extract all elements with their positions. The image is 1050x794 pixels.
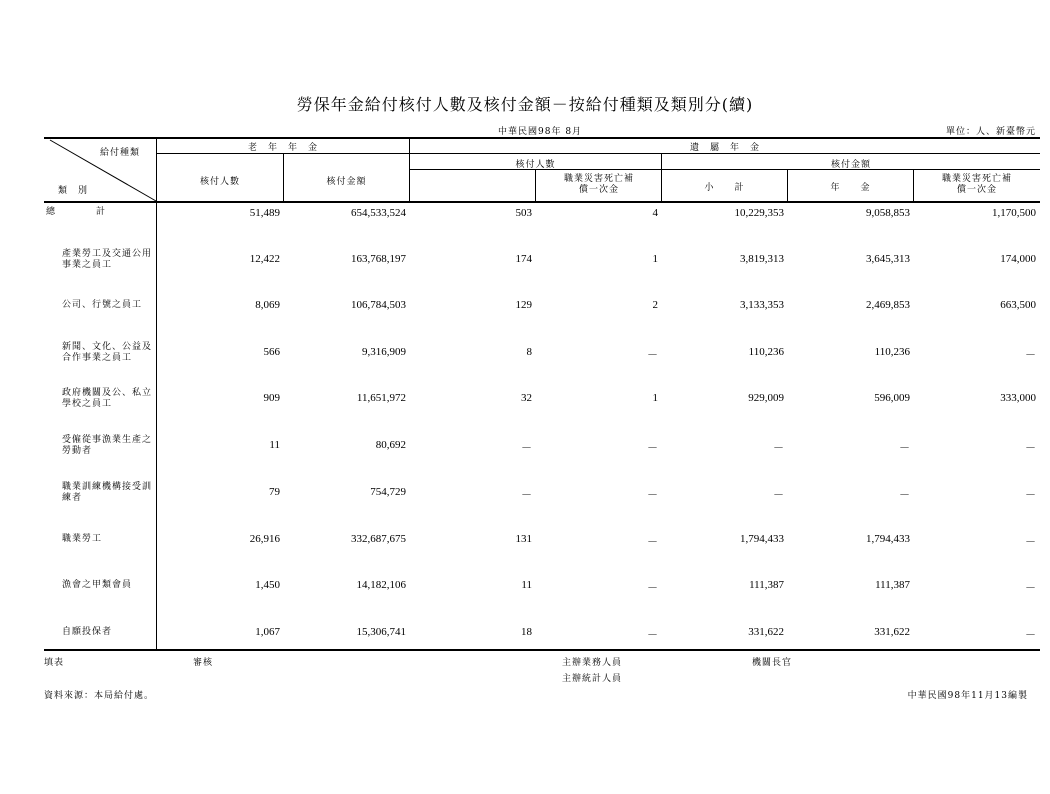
corner-header-top: 給付種類 <box>100 148 141 158</box>
table-cell: － <box>1025 629 1036 641</box>
old-age-count-header: 核付人數 <box>199 177 240 187</box>
report-title: 勞保年金給付核付人數及核付金額－按給付種類及類別分(續) <box>296 95 754 114</box>
row-label: 公司、行號之員工 <box>62 300 143 310</box>
survivor-occ-death-count-header: 職業災害死亡補償一次金 <box>563 174 634 195</box>
table-cell: 3,645,313 <box>866 253 910 265</box>
row-label: 職業訓練機構接受訓練者 <box>62 482 153 503</box>
header-subline-1 <box>157 153 1040 154</box>
table-cell: 654,533,524 <box>351 207 406 219</box>
statistics-staff-label: 主辦統計人員 <box>562 674 623 684</box>
table-cell: 2 <box>652 299 658 311</box>
table-cell: 1,450 <box>255 579 280 591</box>
table-cell: 333,000 <box>1000 392 1036 404</box>
table-cell: 503 <box>515 207 532 219</box>
table-cell: 4 <box>652 207 658 219</box>
row-label: 政府機關及公、私立學校之員工 <box>62 388 153 409</box>
table-cell: 1,067 <box>255 626 280 638</box>
table-cell: － <box>1025 489 1036 501</box>
table-cell: 1 <box>652 253 658 265</box>
table-cell: 8,069 <box>255 299 280 311</box>
table-cell: 110,236 <box>748 346 784 358</box>
table-cell: － <box>647 629 658 641</box>
table-cell: 14,182,106 <box>356 579 406 591</box>
table-cell: 106,784,503 <box>351 299 406 311</box>
survivor-annuity-header: 遺 屬 年 金 <box>689 143 760 153</box>
table-cell: － <box>773 442 784 454</box>
table-cell: 11,651,972 <box>356 392 406 404</box>
survivor-occ-lump-header: 職業災害死亡補償一次金 <box>941 174 1012 195</box>
table-cell: 131 <box>515 533 532 545</box>
table-cell: － <box>899 489 910 501</box>
table-cell: 596,009 <box>874 392 910 404</box>
header-bottom-border <box>44 201 1040 203</box>
table-cell: 3,819,313 <box>740 253 784 265</box>
header-divider-2 <box>409 138 410 202</box>
table-cell: 174 <box>515 253 532 265</box>
table-cell: 3,133,353 <box>740 299 784 311</box>
table-cell: 331,622 <box>874 626 910 638</box>
table-cell: 11 <box>269 439 280 451</box>
table-cell: － <box>647 349 658 361</box>
row-label: 職業勞工 <box>62 534 103 544</box>
fill-table-label: 填表 <box>44 658 65 668</box>
table-cell: － <box>647 442 658 454</box>
table-cell: 9,316,909 <box>362 346 406 358</box>
table-cell: － <box>1025 349 1036 361</box>
business-staff-label: 主辦業務人員 <box>562 658 623 668</box>
table-cell: 12,422 <box>249 253 280 265</box>
table-cell: 111,387 <box>749 579 784 591</box>
table-cell: 1 <box>652 392 658 404</box>
table-cell: 174,000 <box>1000 253 1036 265</box>
survivor-amount-group-header: 核付金額 <box>830 160 871 170</box>
survivor-annuity-amount-header: 年 金 <box>830 183 871 193</box>
old-age-amount-header: 核付金額 <box>326 177 367 187</box>
table-cell: － <box>647 582 658 594</box>
table-cell: 79 <box>269 486 280 498</box>
row-label: 漁會之甲類會員 <box>62 580 133 590</box>
table-cell: 26,916 <box>249 533 280 545</box>
header-divider-3 <box>535 170 536 202</box>
survivor-count-group-header: 核付人數 <box>515 160 556 170</box>
table-cell: 909 <box>263 392 280 404</box>
table-cell: 32 <box>521 392 532 404</box>
table-cell: － <box>899 442 910 454</box>
table-cell: － <box>647 536 658 548</box>
corner-header-bottom: 類 別 <box>58 186 89 196</box>
table-cell: － <box>1025 536 1036 548</box>
table-cell: 110,236 <box>874 346 910 358</box>
table-cell: 80,692 <box>375 439 406 451</box>
table-cell: 10,229,353 <box>734 207 784 219</box>
agency-head-label: 機關長官 <box>752 658 793 668</box>
review-label: 審核 <box>193 658 214 668</box>
table-cell: 18 <box>521 626 532 638</box>
row-label: 受僱從事漁業生產之勞動者 <box>62 435 153 456</box>
data-source-note: 資料來源：本局給付處。 <box>44 691 155 701</box>
table-cell: 1,170,500 <box>992 207 1036 219</box>
table-cell: 1,794,433 <box>866 533 910 545</box>
table-cell: － <box>773 489 784 501</box>
table-cell: 566 <box>263 346 280 358</box>
old-age-annuity-header: 老 年 年 金 <box>247 143 318 153</box>
table-cell: 332,687,675 <box>351 533 406 545</box>
compiled-date: 中華民國98年11月13編製 <box>907 691 1028 701</box>
table-top-border <box>44 137 1040 139</box>
table-cell: － <box>1025 442 1036 454</box>
table-cell: 754,729 <box>370 486 406 498</box>
unit-note: 單位：人、新臺幣元 <box>945 127 1036 137</box>
report-date: 中華民國98年 8月 <box>498 127 583 137</box>
table-cell: 11 <box>521 579 532 591</box>
table-cell: 8 <box>526 346 532 358</box>
table-bottom-border <box>44 649 1040 651</box>
row-label: 產業勞工及交通公用事業之員工 <box>62 249 153 270</box>
table-cell: 15,306,741 <box>356 626 406 638</box>
table-cell: － <box>521 489 532 501</box>
table-cell: 111,387 <box>875 579 910 591</box>
header-divider-6 <box>913 170 914 202</box>
table-cell: － <box>521 442 532 454</box>
table-cell: 1,794,433 <box>740 533 784 545</box>
table-cell: 929,009 <box>748 392 784 404</box>
survivor-subtotal-header: 小 計 <box>704 183 745 193</box>
table-cell: 51,489 <box>249 207 280 219</box>
table-cell: 663,500 <box>1000 299 1036 311</box>
table-cell: － <box>647 489 658 501</box>
table-cell: 129 <box>515 299 532 311</box>
row-label-total: 總 計 <box>46 207 107 217</box>
table-cell: 9,058,853 <box>866 207 910 219</box>
table-cell: 331,622 <box>748 626 784 638</box>
row-label: 新聞、文化、公益及合作事業之員工 <box>62 342 153 363</box>
table-cell: 163,768,197 <box>351 253 406 265</box>
table-cell: 2,469,853 <box>866 299 910 311</box>
row-label: 自願投保者 <box>62 627 113 637</box>
table-cell: － <box>1025 582 1036 594</box>
